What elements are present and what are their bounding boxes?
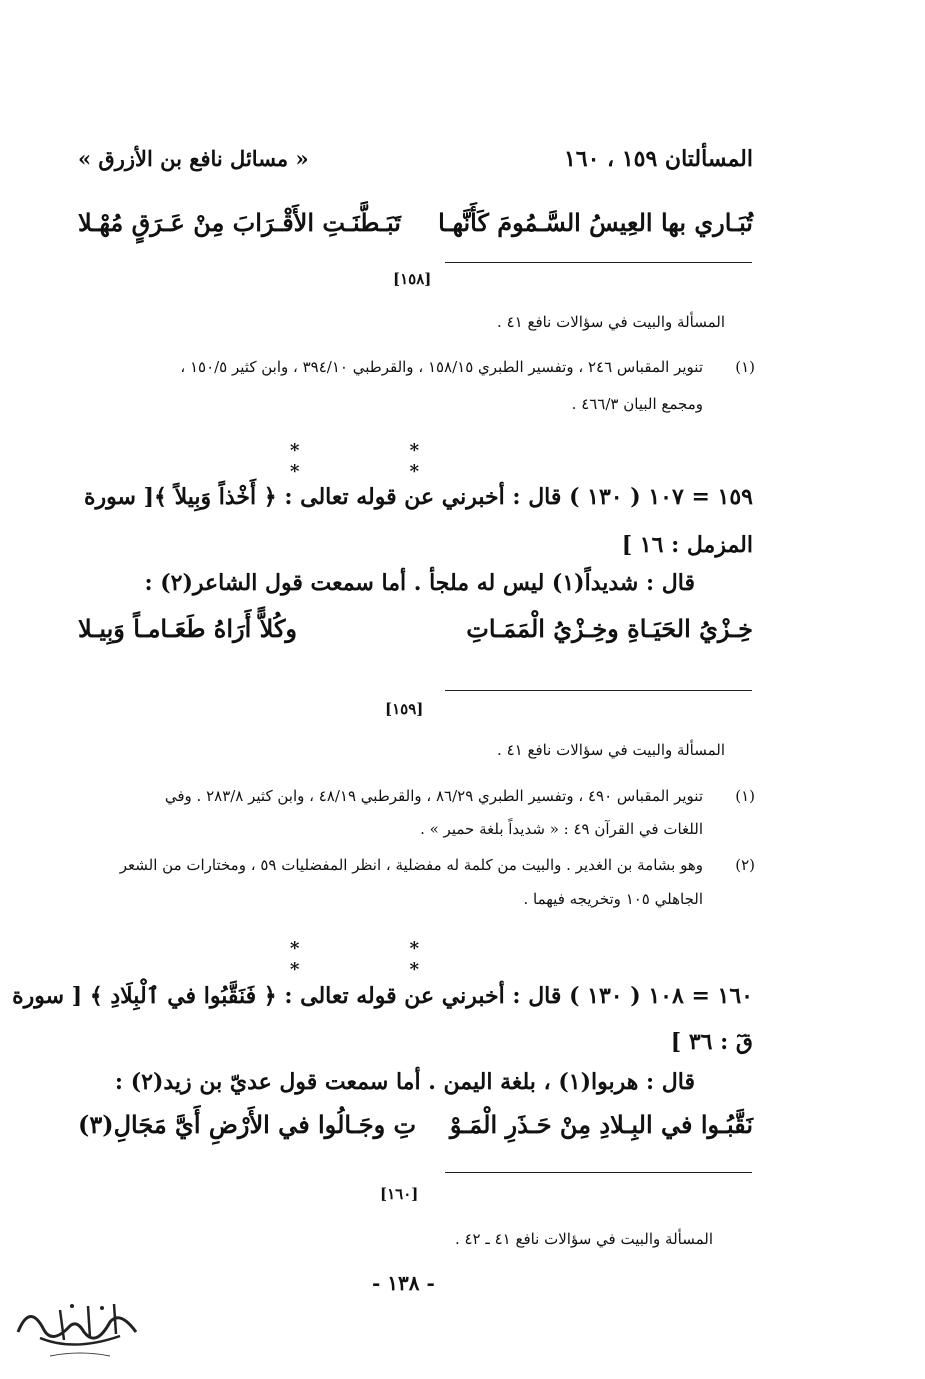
page-number: - ١٣٨ -	[372, 1271, 435, 1295]
section-marker-158: [١٥٨]	[393, 270, 432, 288]
section-marker-160: [١٦٠]	[380, 1185, 419, 1203]
footnote-number: (١)	[735, 358, 755, 376]
question-160-line: ١٦٠ = ١٠٨ ( ١٣٠ ) قال : أخبرني عن قوله تعالى : ﴿ فَنَقَّبُوا في ٱلْبِلَادِ ﴾ [ سورة	[12, 983, 753, 1009]
section-separator-stars: * * * *	[290, 938, 472, 980]
verse-hemistich-right: تُبَـاري بها العِيسُ السَّـمُومَ كَأَنَّهـا	[438, 208, 753, 237]
verse-hemistich-right: خِـزْيُ الحَيَـاةِ وخِـزْيُ الْمَمَـاتِ	[466, 614, 753, 643]
answer-159-line: قال : شديداً(١) ليس له ملجأ . أما سمعت قول الشاعر(٢) :	[144, 570, 695, 596]
footnote-line: تنوير المقباس ٤٩٠ ، وتفسير الطبري ٨٦/٢٩ ، والقرطبي ٤٨/١٩ ، وابن كثير ٢٨٣/٨ . وفي	[164, 787, 703, 805]
footnote-line: الجاهلي ١٠٥ وتخريجه فيهما .	[523, 890, 703, 908]
footnote-number: (١)	[735, 787, 755, 805]
question-159-line: ١٥٩ = ١٠٧ ( ١٣٠ ) قال : أخبرني عن قوله تعالى : ﴿ أَخْذاً وَبِيلاً ﴾[ سورة	[84, 484, 753, 510]
verse-hemistich-left: وكُلاًّ أَرَاهُ طَعَـامـاً وَبِيـلا	[78, 614, 297, 643]
footnote-divider	[445, 690, 752, 691]
footnote-line: ومجمع البيان ٤٦٦/٣ .	[571, 395, 703, 413]
footnote-line: وهو بشامة بن الغدير . والبيت من كلمة له مفضلية ، انظر المفضليات ٥٩ ، ومختارات من الشعر	[119, 856, 703, 874]
note-source-160: المسألة والبيت في سؤالات نافع ٤١ ـ ٤٢ .	[454, 1230, 713, 1248]
footnote-number: (٢)	[735, 856, 755, 874]
question-160-line: قٓ : ٣٦ ]	[670, 1029, 753, 1055]
footnote-line: تنوير المقباس ٢٤٦ ، وتفسير الطبري ١٥٨/١٥ ، والقرطبي ٣٩٤/١٠ ، وابن كثير ١٥٠/٥ ،	[180, 358, 703, 376]
question-159-line: المزمل : ١٦ ]	[621, 532, 753, 558]
footnote-divider	[445, 1172, 752, 1173]
calligraphy-logo	[10, 1292, 145, 1364]
verse-hemistich-right: نَقَّبُـوا في البِـلادِ مِنْ حَـذَرِ الْمَـوْ	[449, 1110, 753, 1139]
header-book-title: « مسائل نافع بن الأزرق »	[78, 146, 309, 171]
verse-hemistich-left: تِ وجَـالُوا في الأَرْضِ أَيَّ مَجَالِ(٣)	[78, 1110, 417, 1139]
footnote-divider	[445, 262, 752, 263]
footnote-line: اللغات في القرآن ٤٩ : « شديداً بلغة حمير » .	[420, 820, 703, 838]
note-source-159: المسألة والبيت في سؤالات نافع ٤١ .	[497, 741, 725, 759]
note-source-158: المسألة والبيت في سؤالات نافع ٤١ .	[497, 313, 725, 331]
answer-160-line: قال : هربوا(١) ، بلغة اليمن . أما سمعت قول عديّ بن زيد(٢) :	[114, 1069, 695, 1095]
verse-hemistich-left: تَبَـطَّنَـتِ الأَقْـرَابَ مِنْ عَـرَقٍ مُهْـلا	[78, 208, 401, 237]
section-marker-159: [١٥٩]	[385, 700, 424, 718]
header-section-title: المسألتان ١٥٩ ، ١٦٠	[563, 146, 753, 172]
section-separator-stars: * * * *	[290, 440, 472, 482]
